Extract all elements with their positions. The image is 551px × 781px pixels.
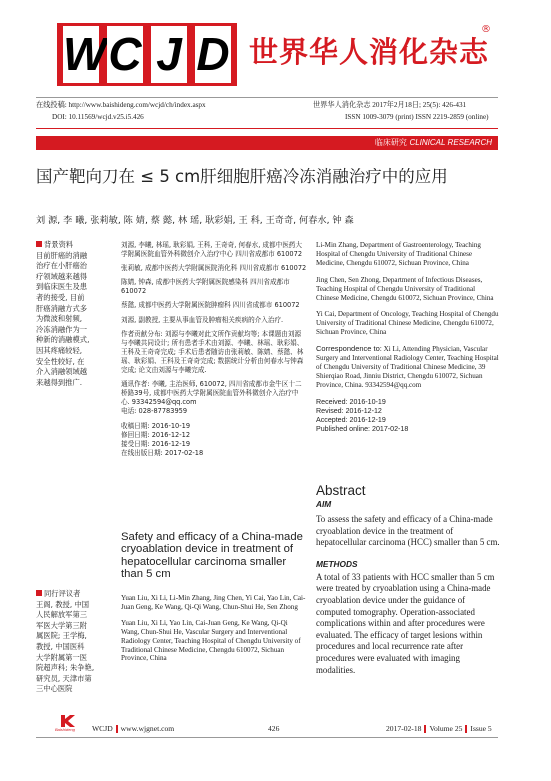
reviewer-title: 同行评议者 <box>44 589 81 598</box>
section-bar <box>36 136 498 150</box>
reviewer-line: 院超声科; 朱争艳, <box>36 663 95 673</box>
reviewer-line: 属医院; 王学梅, <box>36 631 87 641</box>
background-line: 目前肝癌的消融 <box>36 250 88 260</box>
background-line: 治疗在小肝癌治 <box>36 261 88 271</box>
submission-url[interactable]: 在线投稿: http://www.baishideng.com/wcjd/ch/index.aspx <box>36 101 206 109</box>
methods-text: A total of 33 patients with HCC smaller than 5 cm were treated by cryoablation using a China-made cryoablation device under the guidance of computed tomography. Operation-associated complications within and after procedures were evaluated. The efficacy of target lesions within procedures and local recurrence rate after procedures were evaluated with imaging modalities. <box>316 571 495 675</box>
page-number: 426 <box>268 724 280 733</box>
logo-letter: C <box>107 26 143 83</box>
date-line: Received: 2016-10-19 <box>316 397 386 406</box>
phone: 电话: 028-87783959 <box>121 407 188 416</box>
affiliation-cn: 蔡懿, 成都中医药大学附属医院肿瘤科 四川省成都市 610072 <box>121 301 300 310</box>
footer-left <box>92 724 174 733</box>
affiliation-cn: 张莉敏, 成都中医药大学附属医院消化科 四川省成都市 610072 <box>121 264 307 273</box>
journal-logo <box>57 23 237 86</box>
date-line: 收稿日期: 2016-10-19 <box>121 421 191 430</box>
logo-letter: J <box>151 26 187 83</box>
footer-website[interactable]: www.wjgnet.com <box>120 724 175 733</box>
methods-heading: METHODS <box>316 558 358 569</box>
background-line: 种新的消融模式, <box>36 335 90 345</box>
footer-date: 2017-02-18 <box>386 724 422 733</box>
section-label-cn: 临床研究 <box>374 138 407 147</box>
publisher-name: Baishideng <box>55 727 75 732</box>
reviewer-line: 大学附属第一医 <box>36 652 88 662</box>
footer-journal: WCJD <box>92 724 113 733</box>
footer-volume: Volume 25 <box>429 724 463 733</box>
divider <box>36 128 498 129</box>
background-line: 介入消融领域越 <box>36 367 88 377</box>
publisher-logo <box>58 714 78 728</box>
separator <box>116 725 118 733</box>
date-line: 接受日期: 2016-12-19 <box>121 439 191 448</box>
logo-letter: W <box>63 26 99 83</box>
divider <box>36 97 498 98</box>
citation: 世界华人消化杂志 2017年2月18日; 25(5): 426-431 <box>313 101 467 109</box>
registered-mark: ® <box>481 24 491 35</box>
footer-right <box>386 724 492 733</box>
date-line: Published online: 2017-02-18 <box>316 424 409 433</box>
doi[interactable]: DOI: 10.11569/wcjd.v25.i5.426 <box>52 113 144 121</box>
background-box <box>36 240 110 388</box>
date-line: 修回日期: 2016-12-12 <box>121 430 191 439</box>
issn: ISSN 1009-3079 (print) ISSN 2219-2859 (online) <box>345 113 489 121</box>
section-label <box>375 137 492 148</box>
section-label-en: CLINICAL RESEARCH <box>409 138 492 147</box>
dates-en <box>316 398 499 434</box>
reviewers-box <box>36 589 110 695</box>
aim-heading: AIM <box>316 499 332 509</box>
affiliation-en: Yi Cai, Department of Oncology, Teaching Hospital of Chengdu University of Traditional Chinese Medicine, Chengdu 610072, Sichuan Province, China <box>316 310 499 337</box>
background-line: 者的接受, 目前 <box>36 292 85 302</box>
logo-letter: D <box>195 26 231 83</box>
aim-text: To assess the safety and efficacy of a China-made cryoablation device in the treatment of hepatocellular carcinoma (HCC) smaller than 5 cm. <box>316 514 500 548</box>
background-title: 背景资料 <box>44 240 74 249</box>
date-line: 在线出版日期: 2017-02-18 <box>121 448 204 457</box>
author-contributions: 作者贡献分布: 刘源与李曦对此文所作贡献均等; 本课题由刘源与李曦共同设计; 所有患者手术由刘源、李曦、林瑶、耿彩娟、王科及王奇奇完成; 手术后患者随访由张莉敏、陈婧、蔡懿、林瑶、耿彩娟、王科及王奇奇完成; 数据统计分析由何春水与钟森完成; 论文由刘源与李曦完成. <box>121 329 304 375</box>
background-line: 安全性较好, 在 <box>36 356 85 366</box>
publisher-logo-icon <box>58 714 78 728</box>
background-line: 冷冻消融作为一 <box>36 324 88 334</box>
reviewer-line: 三中心医院 <box>36 684 73 694</box>
date-line: Accepted: 2016-12-19 <box>316 415 386 424</box>
correspondence-cn: 通讯作者: 李曦, 主治医师, 610072, 四川省成都市金牛区十二桥路39号, 成都中医药大学附属医院血管外科微创介入治疗中心. 93342594@qq.com <box>121 380 302 407</box>
affiliation-en: Jing Chen, Sen Zhong, Department of Infectious Diseases, Teaching Hospital of Chengdu University of Traditional Chinese Medicine, Chengdu 610072, Sichuan Province, China <box>316 275 494 302</box>
authors-en: Yuan Liu, Xi Li, Li-Min Zhang, Jing Chen, Yi Cai, Yao Lin, Cai-Juan Geng, Ke Wang, Qi-Qi Wang, Chun-Shui He, Sen Zhong <box>121 594 306 611</box>
reviewer-line: 军医大学第三附 <box>36 620 88 630</box>
correspondence-label: Correspondence to: <box>316 344 382 354</box>
background-line: 来越得到推广. <box>36 377 83 387</box>
reviewer-line: 研究员, 天津市第 <box>36 673 92 683</box>
bullet-icon <box>36 590 42 596</box>
en-affiliations <box>316 241 499 434</box>
background-line: 因其疼痛较轻, <box>36 345 83 355</box>
abstract <box>316 483 500 676</box>
article-title: 国产靶向刀在 ≤ 5 cm肝细胞肝癌冷冻消融治疗中的应用 <box>36 167 448 186</box>
correspondence-en: Xi Li, Attending Physician, Vascular Surgery and Interventional Radiology Center, Teaching Hospital of Chengdu University of Traditional Chinese Medicine, 39 Shierqiao Road, Jinniu District, Chengdu 610072, Sichuan Province, China. 93342594@qq.com <box>316 345 499 389</box>
background-line: 为微波和射频, <box>36 314 83 324</box>
en-authors-block <box>121 594 307 663</box>
journal-title-cn: 世界华人消化杂志 <box>249 35 490 69</box>
affiliation-en: Yuan Liu, Xi Li, Yao Lin, Cai-Juan Geng, Ke Wang, Qi-Qi Wang, Chun-Shui He, Vascular Surgery and Interventional Radiology Center, Teaching Hospital of Chengdu University of Traditional Chinese Medicine, Chengdu 610072, Sichuan Province, China <box>121 619 301 663</box>
author-bio: 刘源, 副教授, 主要从事血管及肿瘤相关疾病的介入治疗. <box>121 315 284 324</box>
background-line: 到临床医生及患 <box>36 282 88 292</box>
reviewer-line: 人民解放军第三 <box>36 610 88 620</box>
abstract-heading: Abstract <box>316 483 366 498</box>
affiliation-en: Li-Min Zhang, Department of Gastroenterology, Teaching Hospital of Chengdu University of Traditional Chinese Medicine, Chengdu 610072, Sichuan Province, China <box>316 241 481 267</box>
separator <box>465 725 467 733</box>
authors-cn: 刘 源, 李 曦, 张莉敏, 陈 婧, 蔡 懿, 林 瑶, 耿彩娟, 王 科, 王奇奇, 何春水, 钟 森 <box>36 215 354 226</box>
separator <box>424 725 426 733</box>
divider <box>36 737 498 738</box>
bullet-icon <box>36 241 42 247</box>
reviewer-line: 王阁, 教授, 中国 <box>36 599 90 609</box>
background-line: 疗领域越来越得 <box>36 271 88 281</box>
background-line: 肝癌消融方式多 <box>36 303 88 313</box>
reviewer-line: 教授, 中国医科 <box>36 641 85 651</box>
date-line: Revised: 2016-12-12 <box>316 406 382 415</box>
footer-issue: Issue 5 <box>470 724 492 733</box>
affiliation-cn: 陈婧, 钟森, 成都中医药大学附属医院感染科 四川省成都市 610072 <box>121 278 290 296</box>
cn-front-matter <box>121 241 307 458</box>
affiliation-cn: 刘源, 李曦, 林瑶, 耿彩娟, 王科, 王奇奇, 何春水, 成都中医药大学附属医院血管外科微创介入治疗中心 四川省成都市 610072 <box>121 241 303 259</box>
article-title-en: Safety and efficacy of a China-made cryoablation device in treatment of hepatocellular carcinoma smaller than 5 cm <box>121 531 303 581</box>
